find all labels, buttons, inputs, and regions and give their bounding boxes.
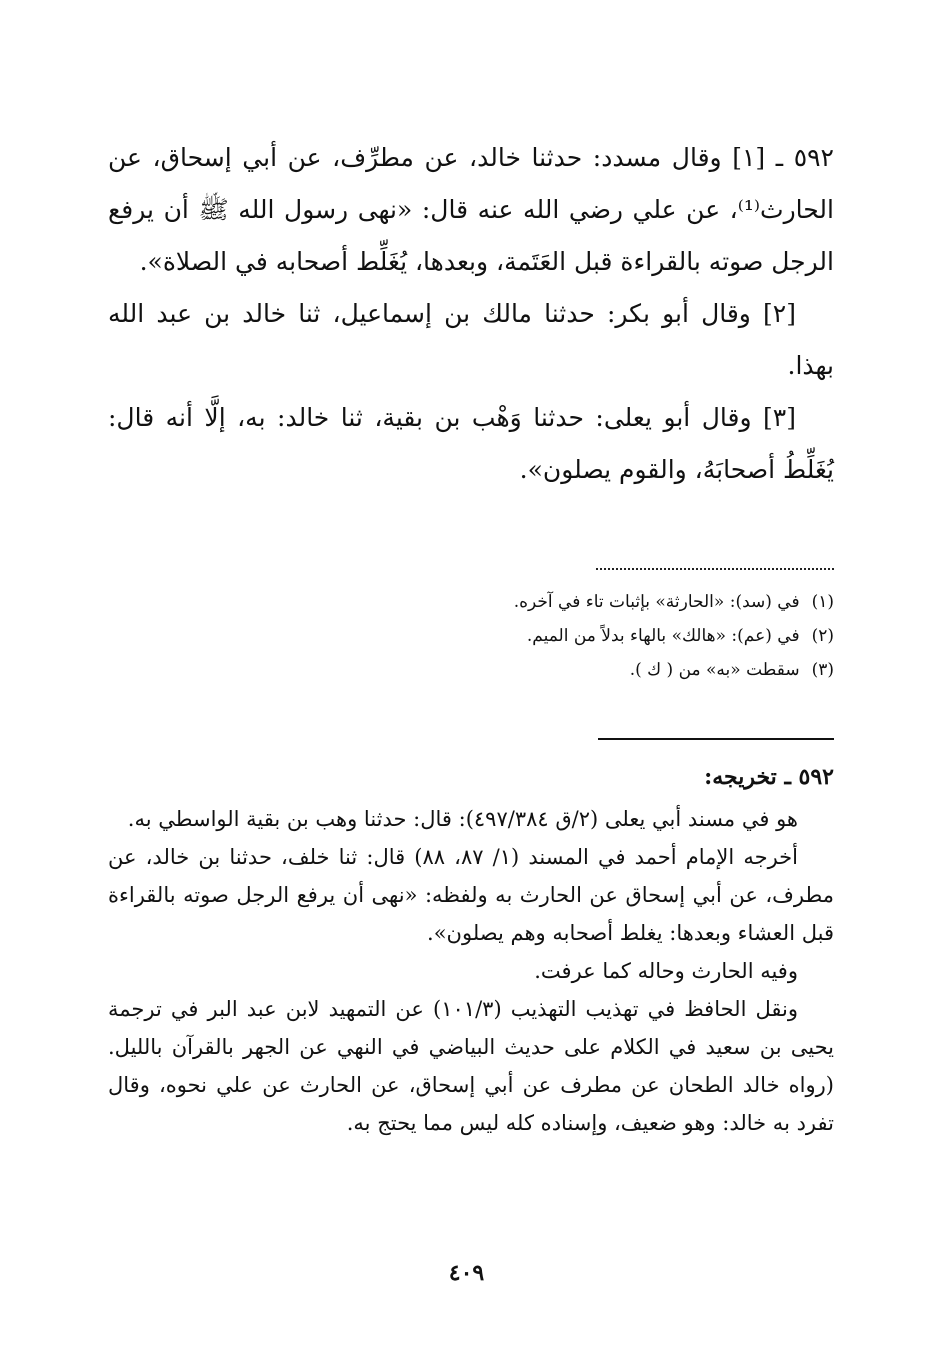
takhrij-paragraph-2: أخرجه الإمام أحمد في المسند (١/ ٨٧، ٨٨) قال: ثنا خلف، حدثنا بن خالد، عن مطرف، عن أبي إسحاق عن الحارث به ولفظه: «نهى أن يرفع الرجل صوته بالقراءة قبل العشاء وبعدها: يغلط أصحابه وهم يصلون». [108, 845, 834, 945]
footnote-text: سقطت «به» من ( ك ). [629, 660, 800, 680]
footnote-2 [108, 619, 834, 653]
page-number: ٤٠٩ [448, 1260, 485, 1286]
takhrij-paragraph-3: وفيه الحارث وحاله كما عرفت. [534, 959, 798, 983]
hadith-paragraph-2: [٢] وقال أبو بكر: حدثنا مالك بن إسماعيل، ثنا خالد بن عبد الله بهذا. [108, 299, 834, 380]
footnote-number: (٣) [811, 660, 834, 680]
footnote-3 [108, 653, 834, 687]
section-divider [598, 738, 834, 740]
takhrij-paragraph-1: هو في مسند أبي يعلى (٢/ق ٤٩٧/٣٨٤): قال: حدثنا وهب بن بقية الواسطي به. [127, 807, 798, 831]
footnotes [108, 585, 834, 687]
hadith-text [108, 122, 834, 496]
footnote-1 [108, 585, 834, 619]
takhrij-heading: ٥٩٢ ـ تخريجه: [704, 764, 834, 790]
footnote-separator [596, 568, 834, 572]
takhrij-paragraph-4: ونقل الحافظ في تهذيب التهذيب (١٠١/٣) عن التمهيد لابن عبد البر في ترجمة يحيى بن سعيد في الكلام على حديث البياضي في النهي عن الجهر بالقرآن بالليل. (رواه خالد الطحان عن مطرف عن أبي إسحاق، عن الحارث عن علي نحوه، وقال تفرد به خالد: وهو ضعيف، وإسناده كله ليس مما يحتج به. [108, 997, 834, 1135]
footnote-number: (١) [811, 592, 834, 612]
footnote-text: في (سد): «الحارثة» بإثبات تاء في آخره. [513, 592, 800, 612]
takhrij-section [108, 758, 834, 1142]
footnote-text: في (عم): «هالك» بالهاء بدلاً من الميم. [526, 626, 800, 646]
footnote-number: (٢) [811, 626, 834, 646]
hadith-paragraph-1: ٥٩٢ ـ [١] وقال مسدد: حدثنا خالد، عن مطرِّف، عن أبي إسحاق، عن الحارث⁽¹⁾، عن علي رضي الله عنه قال: «نهى رسول الله ﷺ أن يرفع الرجل صوته بالقراءة قبل العَتَمة، وبعدها، يُغَلِّط أصحابه في الصلاة». [108, 143, 834, 276]
hadith-paragraph-3: [٣] وقال أبو يعلى: حدثنا وَهْب بن بقية، ثنا خالد: به، إلَّا أنه قال: يُغَلِّطُ أصحابَهُ، والقوم يصلون». [108, 403, 834, 484]
